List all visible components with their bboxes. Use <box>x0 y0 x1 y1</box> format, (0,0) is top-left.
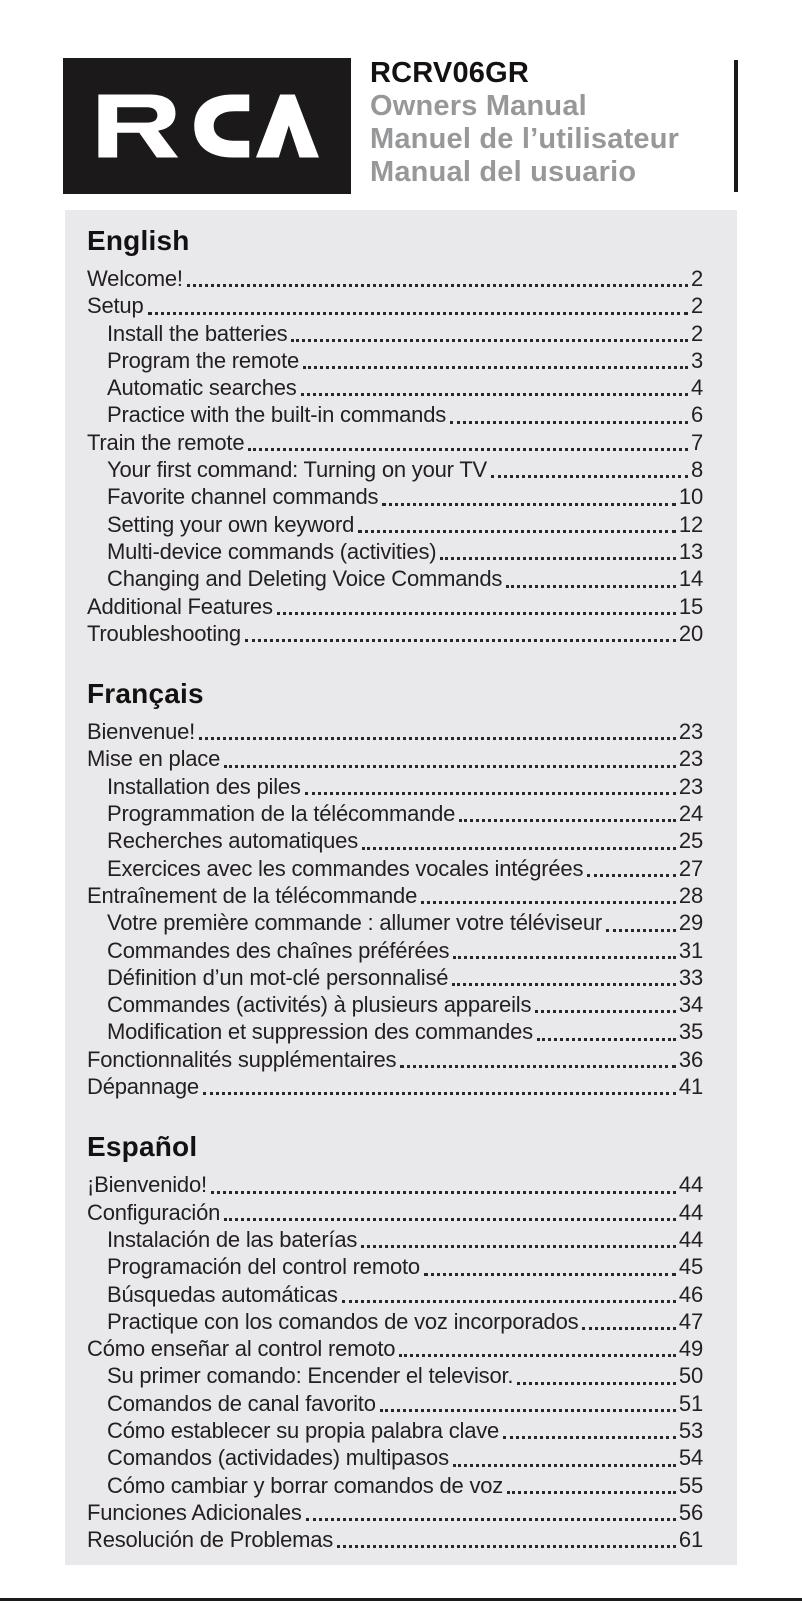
header-title-block <box>370 57 679 189</box>
toc-entry-label: Practice with the built-in commands <box>107 402 447 428</box>
toc-entry-label: Train the remote <box>87 429 245 455</box>
toc-entry <box>87 937 703 964</box>
dotted-leader <box>491 475 688 478</box>
toc-entry <box>87 1526 703 1553</box>
toc-entry-label: Practique con los comandos de voz incorporados <box>107 1308 579 1334</box>
dotted-leader <box>450 421 688 424</box>
toc-entry-page: 33 <box>678 964 703 990</box>
toc-entry-label: Your first command: Turning on your TV <box>107 457 488 483</box>
dotted-leader <box>362 847 676 850</box>
toc-entry-label: Commandes (activités) à plusieurs appareils <box>107 992 532 1018</box>
toc-entry-label: Comandos de canal favorito <box>107 1390 376 1416</box>
toc-entry <box>87 374 703 401</box>
toc-entry <box>87 483 703 510</box>
toc-entry-page: 44 <box>678 1172 703 1198</box>
toc-entry <box>87 745 703 772</box>
toc-entry-page: 53 <box>678 1417 703 1443</box>
dotted-leader <box>380 1409 676 1412</box>
toc-entry <box>87 347 703 374</box>
toc-entry-label: Comandos (actividades) multipasos <box>107 1445 449 1471</box>
toc-entry-label: Installation des piles <box>107 773 301 799</box>
toc-entry-label: Troubleshooting <box>87 620 241 646</box>
toc-entry-page: 46 <box>678 1281 703 1307</box>
toc-entry <box>87 1046 703 1073</box>
toc-entry <box>87 429 703 456</box>
toc-entry-label: Additional Features <box>87 593 273 619</box>
toc-entry <box>87 1335 703 1362</box>
toc-entry-label: Changing and Deleting Voice Commands <box>107 566 503 592</box>
subtitle-owners-manual: Owners Manual <box>370 90 587 122</box>
dotted-leader <box>399 1354 676 1357</box>
toc-entry-page: 15 <box>678 593 703 619</box>
dotted-leader <box>277 612 676 615</box>
toc-entry <box>87 1018 703 1045</box>
toc-entry-label: Modification et suppression des commandes <box>107 1019 533 1045</box>
toc-entry-label: Entraînement de la télécommande <box>87 882 418 908</box>
toc-entry-label: Setup <box>87 293 144 319</box>
dotted-leader <box>421 901 676 904</box>
toc-entry-label: Mise en place <box>87 746 221 772</box>
toc-entry-page: 23 <box>678 773 703 799</box>
dotted-leader <box>535 1010 676 1013</box>
toc-entry-label: Welcome! <box>87 266 183 291</box>
toc-entry-page: 50 <box>678 1363 703 1389</box>
dotted-leader <box>506 585 676 588</box>
toc-entry-page: 7 <box>690 429 703 455</box>
dotted-leader <box>187 284 688 287</box>
dotted-leader <box>382 503 676 506</box>
toc-entry <box>87 1362 703 1389</box>
dotted-leader <box>211 1191 676 1194</box>
toc-entry <box>87 909 703 936</box>
dotted-leader <box>400 1065 676 1068</box>
toc-entry <box>87 718 703 745</box>
toc-entry-label: Recherches automatiques <box>107 828 358 854</box>
toc-section <box>87 225 703 647</box>
toc-entry-label: Setting your own keyword <box>107 511 355 537</box>
toc-entry-label: Su primer comando: Encender el televisor. <box>107 1363 514 1389</box>
toc-entry-page: 28 <box>678 882 703 908</box>
dotted-leader <box>248 448 688 451</box>
toc-entry-page: 4 <box>690 375 703 401</box>
toc-entry-page: 41 <box>678 1074 703 1100</box>
toc-entry <box>87 1417 703 1444</box>
dotted-leader <box>305 792 676 795</box>
dotted-leader <box>148 312 688 315</box>
toc-entry-label: Program the remote <box>107 347 300 373</box>
toc-entry-label: Multi-device commands (activities) <box>107 538 437 564</box>
toc-entry-label: Configuración <box>87 1199 221 1225</box>
toc-entry <box>87 800 703 827</box>
toc-entry <box>87 773 703 800</box>
toc-entry <box>87 1499 703 1526</box>
toc-entry-page: 2 <box>690 320 703 346</box>
toc-entry <box>87 292 703 319</box>
dotted-leader <box>452 983 676 986</box>
toc-entry-page: 2 <box>690 293 703 319</box>
dotted-leader <box>203 1092 676 1095</box>
toc-entry <box>87 1281 703 1308</box>
toc-entry <box>87 456 703 483</box>
dotted-leader <box>361 1245 676 1248</box>
toc-entry <box>87 1171 703 1198</box>
toc-section <box>87 1131 703 1553</box>
dotted-leader <box>503 1436 676 1439</box>
toc-entry-page: 51 <box>678 1390 703 1416</box>
toc-entry <box>87 855 703 882</box>
toc-entry-page: 36 <box>678 1046 703 1072</box>
toc-entry <box>87 401 703 428</box>
toc-entry-label: Commandes des chaînes préférées <box>107 937 450 963</box>
toc-entry-page: 6 <box>690 402 703 428</box>
toc-entry-page: 20 <box>678 620 703 646</box>
rca-logo-icon <box>93 88 321 164</box>
toc-entry-page: 3 <box>690 347 703 373</box>
toc-entry-page: 31 <box>678 937 703 963</box>
toc-entry-label: Programmation de la télécommande <box>107 801 456 827</box>
header-divider <box>734 60 738 192</box>
toc-entry-page: 12 <box>678 511 703 537</box>
dotted-leader <box>301 393 688 396</box>
toc-entry-label: Bienvenue! <box>87 719 196 745</box>
toc-entry-page: 44 <box>678 1226 703 1252</box>
toc-entry-page: 14 <box>678 566 703 592</box>
dotted-leader <box>306 1518 676 1521</box>
rca-logo <box>63 58 351 194</box>
toc-entry-page: 10 <box>678 484 703 510</box>
toc-entry <box>87 593 703 620</box>
toc-entry <box>87 538 703 565</box>
toc-entry-page: 61 <box>678 1527 703 1553</box>
page-bottom-rule <box>0 1598 802 1601</box>
toc-section-heading: English <box>87 225 190 256</box>
toc-entry-page: 23 <box>678 719 703 745</box>
toc-entry-page: 24 <box>678 801 703 827</box>
toc-entry <box>87 1308 703 1335</box>
dotted-leader <box>358 530 676 533</box>
model-number: RCRV06GR <box>370 57 530 89</box>
toc-entry-label: Définition d’un mot-clé personnalisé <box>107 964 449 990</box>
dotted-leader <box>582 1327 676 1330</box>
toc-section-heading: Français <box>87 678 204 710</box>
toc-entry-page: 23 <box>678 746 703 772</box>
toc-entry-label: Cómo enseñar al control remoto <box>87 1336 396 1362</box>
toc-entry-page: 55 <box>678 1472 703 1498</box>
toc-entry <box>87 882 703 909</box>
toc-entry <box>87 1390 703 1417</box>
dotted-leader <box>517 1382 676 1385</box>
toc-entry <box>87 620 703 647</box>
dotted-leader <box>537 1038 676 1041</box>
toc-entry <box>87 1073 703 1100</box>
subtitle-manual-usuario: Manual del usuario <box>370 156 637 188</box>
toc-entry-page: 2 <box>690 266 703 291</box>
toc-entry-page: 25 <box>678 828 703 854</box>
dotted-leader <box>440 557 676 560</box>
toc-entry-label: Cómo cambiar y borrar comandos de voz <box>107 1472 504 1498</box>
toc-entry-label: Instalación de las baterías <box>107 1226 358 1252</box>
toc-entry-label: Automatic searches <box>107 375 297 401</box>
toc-section-heading: Español <box>87 1131 198 1163</box>
dotted-leader <box>199 737 676 740</box>
toc-entry <box>87 1199 703 1226</box>
toc-entry-label: Búsquedas automáticas <box>107 1281 338 1307</box>
toc-panel <box>65 210 737 1565</box>
dotted-leader <box>453 1464 676 1467</box>
toc-entry-page: 35 <box>678 1019 703 1045</box>
toc-entry-label: Favorite channel commands <box>107 484 379 510</box>
toc-entry-page: 47 <box>678 1308 703 1334</box>
toc-entry <box>87 320 703 347</box>
toc-entry <box>87 265 703 292</box>
dotted-leader <box>303 366 688 369</box>
dotted-leader <box>424 1273 676 1276</box>
toc-entry-page: 8 <box>690 457 703 483</box>
dotted-leader <box>507 1491 676 1494</box>
toc-entry <box>87 1226 703 1253</box>
dotted-leader <box>291 339 687 342</box>
toc-entry <box>87 1253 703 1280</box>
toc-entry-label: Cómo establecer su propia palabra clave <box>107 1417 500 1443</box>
toc-entry-page: 44 <box>678 1199 703 1225</box>
toc-entry-page: 56 <box>678 1499 703 1525</box>
subtitle-manuel-utilisateur: Manuel de l’utilisateur <box>370 123 680 155</box>
toc-entry-label: Fonctionnalités supplémentaires <box>87 1046 397 1072</box>
toc-entry-page: 34 <box>678 992 703 1018</box>
toc-entry-label: Dépannage <box>87 1074 199 1100</box>
dotted-leader <box>337 1545 676 1548</box>
toc-entry-label: ¡Bienvenido! <box>87 1172 207 1198</box>
toc-entry-label: Votre première commande : allumer votre téléviseur <box>107 910 602 936</box>
toc-entry <box>87 511 703 538</box>
toc-entry-label: Funciones Adicionales <box>87 1499 302 1525</box>
toc-entry-page: 27 <box>678 855 703 881</box>
toc-entry-page: 13 <box>678 538 703 564</box>
toc-entry-page: 45 <box>678 1254 703 1280</box>
toc-entry-page: 29 <box>678 910 703 936</box>
dotted-leader <box>587 874 676 877</box>
dotted-leader <box>224 1218 676 1221</box>
toc-entry-label: Resolución de Problemas <box>87 1527 334 1553</box>
dotted-leader <box>459 819 676 822</box>
toc-entry-label: Exercices avec les commandes vocales intégrées <box>107 855 584 881</box>
dotted-leader <box>342 1300 676 1303</box>
toc-entry-page: 49 <box>678 1336 703 1362</box>
toc-entry-label: Install the batteries <box>107 320 288 346</box>
toc-entry <box>87 1444 703 1471</box>
dotted-leader <box>453 956 676 959</box>
toc-entry <box>87 991 703 1018</box>
dotted-leader <box>224 765 676 768</box>
toc-entry-label: Programación del control remoto <box>107 1254 420 1280</box>
toc-entry <box>87 827 703 854</box>
toc-entry <box>87 1472 703 1499</box>
dotted-leader <box>606 929 676 932</box>
toc-entry <box>87 964 703 991</box>
toc-entry-page: 54 <box>678 1445 703 1471</box>
dotted-leader <box>245 639 676 642</box>
toc-section <box>87 678 703 1100</box>
toc-entry <box>87 565 703 592</box>
